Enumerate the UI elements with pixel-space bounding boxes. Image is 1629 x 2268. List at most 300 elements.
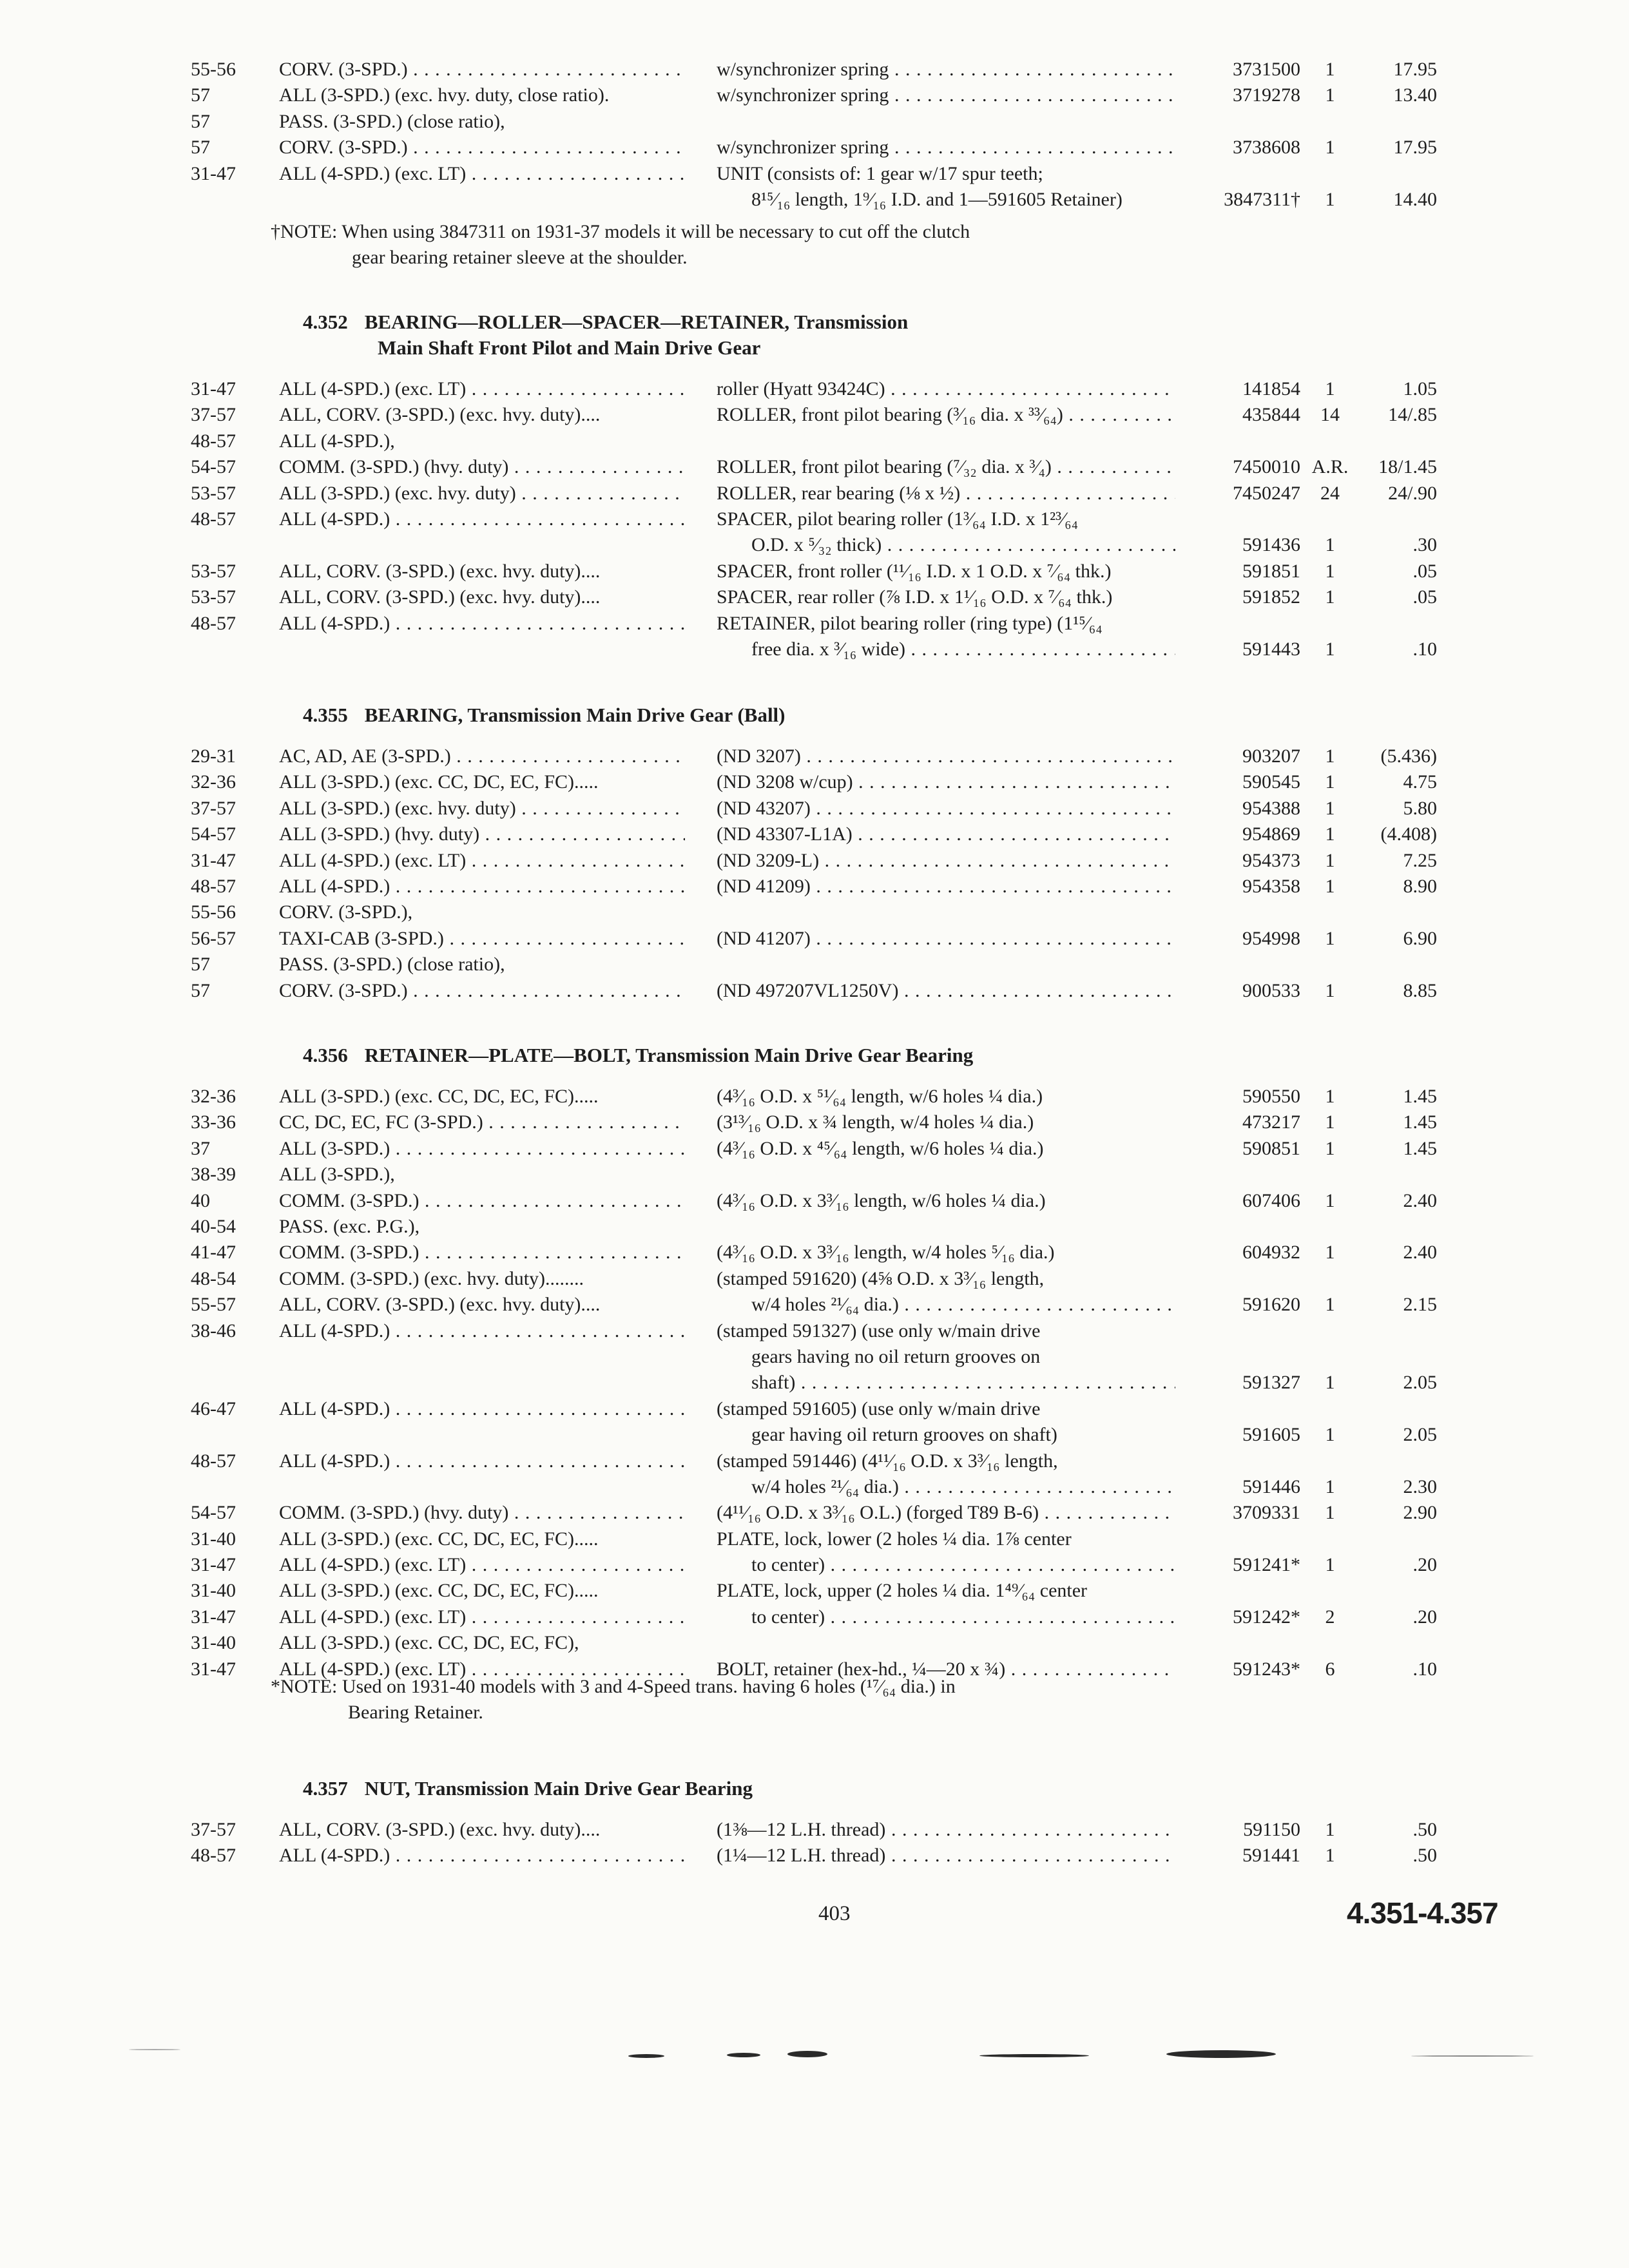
application: CORV. (3-SPD.) . . . — [279, 57, 685, 82]
parts-table — [0, 1084, 1629, 1682]
application: ALL (4-SPD.), — [279, 430, 395, 452]
table-row — [0, 611, 1629, 663]
part-number: 607406 — [1242, 1189, 1300, 1211]
part-number: 591243* — [1233, 1658, 1300, 1680]
price: .50 — [1412, 1819, 1437, 1840]
part-number: 473217 — [1242, 1111, 1300, 1133]
description-line: PLATE, lock, upper (2 holes ¼ dia. 1⁴⁹⁄₆₄ center — [717, 1580, 1088, 1602]
table-row — [0, 1188, 1629, 1214]
quantity: A.R. — [1311, 456, 1349, 478]
part-number: 591241* — [1233, 1554, 1300, 1576]
quantity: 1 — [1325, 1111, 1335, 1133]
application: AC, AD, AE (3-SPD.) . . . — [279, 744, 685, 769]
section-number: 4.352 — [303, 311, 348, 333]
scan-smudge — [628, 2054, 664, 2058]
description-line: (stamped 591605) (use only w/main drive — [717, 1398, 1041, 1419]
description-line: SPACER, rear roller (⅞ I.D. x 1¹⁄₁₆ O.D. x ⁷⁄₆₄ thk.) — [717, 586, 1113, 608]
price: .30 — [1412, 534, 1437, 556]
price: 17.95 — [1393, 59, 1437, 80]
description-line: (3¹³⁄₁₆ O.D. x ¾ length, w/4 holes ¼ dia.) — [717, 1111, 1034, 1133]
model-years: 31-47 — [191, 1658, 236, 1680]
model-years: 57 — [191, 954, 210, 975]
application: PASS. (exc. P.G.), — [279, 1215, 420, 1237]
section-title-line-1: NUT, Transmission Main Drive Gear Bearing — [364, 1777, 753, 1800]
quantity: 24 — [1320, 482, 1340, 504]
quantity: 1 — [1325, 1137, 1335, 1159]
table-row — [0, 926, 1629, 952]
part-number: 3719278 — [1233, 84, 1300, 106]
model-years: 31-40 — [191, 1528, 236, 1550]
application: ALL (3-SPD.) (exc. CC, DC, EC, FC), — [279, 1632, 579, 1654]
quantity: 1 — [1325, 745, 1335, 767]
model-years: 48-57 — [191, 508, 236, 530]
part-number: 954998 — [1242, 927, 1300, 949]
quantity: 1 — [1325, 534, 1335, 556]
scan-smudge — [727, 2053, 760, 2057]
table-row — [0, 1526, 1629, 1552]
application: PASS. (3-SPD.) (close ratio), — [279, 110, 505, 132]
price: 7.25 — [1403, 849, 1437, 871]
quantity: 1 — [1325, 586, 1335, 608]
price: 2.40 — [1403, 1189, 1437, 1211]
application: ALL (4-SPD.) (exc. LT) . . . — [279, 1604, 685, 1630]
part-number: 591620 — [1242, 1294, 1300, 1316]
description-line: ROLLER, rear bearing (⅛ x ½) . . . — [717, 481, 1175, 506]
part-number: 591851 — [1242, 560, 1300, 582]
table-row — [0, 769, 1629, 795]
part-number: 954373 — [1242, 849, 1300, 871]
price: 17.95 — [1393, 137, 1437, 159]
description-line: RETAINER, pilot bearing roller (ring type) (1¹⁵⁄₆₄ — [717, 612, 1103, 634]
price: 8.90 — [1403, 875, 1437, 897]
part-number: 590545 — [1242, 771, 1300, 793]
application: ALL, CORV. (3-SPD.) (exc. hvy. duty).... — [279, 586, 601, 608]
part-number: 3709331 — [1233, 1502, 1300, 1524]
description-line: BOLT, retainer (hex-hd., ¼—20 x ¾) . . . — [717, 1657, 1175, 1682]
quantity: 1 — [1325, 1372, 1335, 1394]
description-line: 8¹⁵⁄₁₆ length, 1⁹⁄₁₆ I.D. and 1—591605 Retainer) — [751, 188, 1123, 210]
parts-table — [0, 57, 1629, 213]
part-number: 591327 — [1242, 1372, 1300, 1394]
model-years: 40 — [191, 1189, 210, 1211]
application: ALL, CORV. (3-SPD.) (exc. hvy. duty).... — [279, 404, 601, 426]
application: ALL (3-SPD.) . . . — [279, 1136, 685, 1162]
table-row — [0, 978, 1629, 1004]
application: ALL (3-SPD.) (exc. CC, DC, EC, FC)..... — [279, 771, 599, 793]
part-number: 3847311† — [1224, 188, 1300, 210]
application: ALL (4-SPD.) . . . — [279, 506, 685, 532]
application: ALL (4-SPD.) . . . — [279, 1843, 685, 1869]
price: 24/.90 — [1388, 482, 1437, 504]
description-line: (ND 497207VL1250V) . . . — [717, 978, 1175, 1004]
price: 2.30 — [1403, 1475, 1437, 1497]
table-row — [0, 1136, 1629, 1162]
quantity: 1 — [1325, 188, 1335, 210]
table-row — [0, 1630, 1629, 1656]
application: ALL (4-SPD.) . . . — [279, 874, 685, 899]
note-line-1: *NOTE: Used on 1931-40 models with 3 and 4-Speed trans. having 6 holes (¹⁷⁄₆₄ dia.) in — [271, 1676, 956, 1697]
scan-smudge — [129, 2049, 180, 2050]
part-number: 7450010 — [1233, 456, 1300, 478]
quantity: 1 — [1325, 1502, 1335, 1524]
description-line: ROLLER, front pilot bearing (⁷⁄₃₂ dia. x ³⁄₄) . . . — [717, 454, 1175, 480]
quantity: 1 — [1325, 771, 1335, 793]
table-row — [0, 1578, 1629, 1604]
price: 14/.85 — [1388, 404, 1437, 426]
application: COMM. (3-SPD.) (exc. hvy. duty)........ — [279, 1267, 584, 1289]
part-number: 591605 — [1242, 1424, 1300, 1446]
description-line: w/synchronizer spring . . . — [717, 57, 1175, 82]
model-years: 48-57 — [191, 875, 236, 897]
model-years: 41-47 — [191, 1242, 236, 1264]
quantity: 1 — [1325, 1819, 1335, 1840]
description-line: (ND 3208 w/cup) . . . — [717, 769, 1175, 795]
price: 1.05 — [1403, 378, 1437, 399]
description-line: UNIT (consists of: 1 gear w/17 spur teeth; — [717, 162, 1043, 184]
model-years: 57 — [191, 979, 210, 1001]
description-line: (1¼—12 L.H. thread) . . . — [717, 1843, 1175, 1869]
model-years: 38-39 — [191, 1164, 236, 1186]
price: .05 — [1412, 586, 1437, 608]
table-row — [0, 559, 1629, 584]
section-heading — [303, 702, 786, 728]
page-number: 403 — [818, 1902, 851, 1925]
description-line: (stamped 591620) (4⅝ O.D. x 3³⁄₁₆ length, — [717, 1267, 1045, 1289]
application: ALL (3-SPD.) (exc. hvy. duty) . . . — [279, 481, 685, 506]
section-title-line-1: BEARING, Transmission Main Drive Gear (Ball) — [364, 704, 786, 726]
section-note — [271, 1674, 956, 1725]
part-number: 3738608 — [1233, 137, 1300, 159]
table-row — [0, 744, 1629, 769]
model-years: 55-57 — [191, 1294, 236, 1316]
table-row — [0, 82, 1629, 108]
description-line: (stamped 591446) (4¹¹⁄₁₆ O.D. x 3³⁄₁₆ length, — [717, 1450, 1058, 1472]
price: 8.85 — [1403, 979, 1437, 1001]
description-line: (4¹¹⁄₁₆ O.D. x 3³⁄₁₆ O.L.) (forged T89 B-6) . . . — [717, 1500, 1175, 1526]
description-line: O.D. x ⁵⁄₃₂ thick) . . . — [751, 532, 1175, 558]
description-line: SPACER, front roller (¹¹⁄₁₆ I.D. x 1 O.D. x ⁷⁄₆₄ thk.) — [717, 560, 1112, 582]
table-row — [0, 428, 1629, 454]
part-number: 900533 — [1242, 979, 1300, 1001]
quantity: 1 — [1325, 378, 1335, 399]
part-number: 591242* — [1233, 1606, 1300, 1628]
table-row — [0, 57, 1629, 82]
section-title-line-1: BEARING—ROLLER—SPACER—RETAINER, Transmission — [364, 311, 909, 333]
model-years: 31-40 — [191, 1632, 236, 1654]
table-row — [0, 1396, 1629, 1448]
application: COMM. (3-SPD.) (hvy. duty) . . . — [279, 1500, 685, 1526]
application: ALL (4-SPD.) . . . — [279, 1448, 685, 1474]
table-row — [0, 796, 1629, 822]
table-row — [0, 1604, 1629, 1630]
part-number: 591852 — [1242, 586, 1300, 608]
model-years: 31-47 — [191, 162, 236, 184]
description-line: to center) . . . — [751, 1552, 1175, 1578]
model-years: 48-57 — [191, 612, 236, 634]
model-years: 57 — [191, 110, 210, 132]
part-number: 141854 — [1242, 378, 1300, 399]
model-years: 32-36 — [191, 1086, 236, 1107]
section-title-line-2: Main Shaft Front Pilot and Main Drive Gear — [378, 336, 761, 359]
table-row — [0, 874, 1629, 899]
application: ALL (4-SPD.) (exc. LT) . . . — [279, 848, 685, 874]
table-row — [0, 1500, 1629, 1526]
description-line: roller (Hyatt 93424C) . . . — [717, 376, 1175, 402]
model-years: 57 — [191, 137, 210, 159]
model-years: 31-47 — [191, 1606, 236, 1628]
part-number: 591441 — [1242, 1845, 1300, 1867]
application: ALL (3-SPD.) (exc. hvy. duty) . . . — [279, 796, 685, 822]
description-line: (ND 41209) . . . — [717, 874, 1175, 899]
model-years: 54-57 — [191, 1502, 236, 1524]
description-line: (4³⁄₁₆ O.D. x 3³⁄₁₆ length, w/6 holes ¼ dia.) — [717, 1189, 1046, 1211]
part-number: 590851 — [1242, 1137, 1300, 1159]
table-row — [0, 109, 1629, 135]
application: TAXI-CAB (3-SPD.) . . . — [279, 926, 685, 952]
description-line: shaft) . . . — [751, 1370, 1175, 1396]
application: ALL (4-SPD.) . . . — [279, 611, 685, 637]
quantity: 1 — [1325, 1189, 1335, 1211]
quantity: 2 — [1325, 1606, 1335, 1628]
table-row — [0, 135, 1629, 160]
note-line-2: Bearing Retainer. — [348, 1702, 483, 1723]
part-number: 590550 — [1242, 1086, 1300, 1107]
model-years: 31-47 — [191, 378, 236, 399]
note-line-2: gear bearing retainer sleeve at the shoulder. — [352, 247, 688, 268]
price: .10 — [1412, 638, 1437, 660]
quantity: 1 — [1325, 1845, 1335, 1867]
model-years: 53-57 — [191, 586, 236, 608]
parts-table — [0, 744, 1629, 1004]
part-number: 954358 — [1242, 875, 1300, 897]
part-number: 591443 — [1242, 638, 1300, 660]
model-years: 31-40 — [191, 1580, 236, 1602]
table-row — [0, 1266, 1629, 1292]
quantity: 1 — [1325, 823, 1335, 845]
price: 1.45 — [1403, 1111, 1437, 1133]
description-line: w/synchronizer spring . . . — [717, 135, 1175, 160]
quantity: 1 — [1325, 560, 1335, 582]
part-number: 7450247 — [1233, 482, 1300, 504]
price: 1.45 — [1403, 1137, 1437, 1159]
application: ALL (3-SPD.) (exc. CC, DC, EC, FC)..... — [279, 1528, 599, 1550]
parts-table — [0, 1817, 1629, 1869]
table-row — [0, 1448, 1629, 1501]
table-row — [0, 402, 1629, 428]
price: 2.05 — [1403, 1424, 1437, 1446]
model-years: 29-31 — [191, 745, 236, 767]
section-number: 4.355 — [303, 704, 348, 726]
price: 18/1.45 — [1378, 456, 1437, 478]
price: 2.15 — [1403, 1294, 1437, 1316]
quantity: 1 — [1325, 849, 1335, 871]
application: ALL (4-SPD.) (exc. LT) . . . — [279, 1657, 685, 1682]
note-line-1: †NOTE: When using 3847311 on 1931-37 models it will be necessary to cut off the clutch — [271, 221, 970, 242]
description-line: SPACER, pilot bearing roller (1³⁄₆₄ I.D. x 1²³⁄₆₄ — [717, 508, 1079, 530]
description-line: (4³⁄₁₆ O.D. x 3³⁄₁₆ length, w/4 holes ⁵⁄₁₆ dia.) — [717, 1242, 1055, 1264]
model-years: 46-47 — [191, 1398, 236, 1419]
description-line: to center) . . . — [751, 1604, 1175, 1630]
table-row — [0, 1292, 1629, 1318]
part-number: 903207 — [1242, 745, 1300, 767]
model-years: 57 — [191, 84, 210, 106]
model-years: 37-57 — [191, 1819, 236, 1840]
part-number: 604932 — [1242, 1242, 1300, 1264]
description-line: w/synchronizer spring . . . — [717, 82, 1175, 108]
model-years: 48-57 — [191, 1450, 236, 1472]
price: (5.436) — [1380, 745, 1437, 767]
application: ALL (3-SPD.) (exc. hvy. duty, close ratio). — [279, 84, 610, 106]
quantity: 1 — [1325, 84, 1335, 106]
application: ALL (3-SPD.) (exc. CC, DC, EC, FC)..... — [279, 1580, 599, 1602]
model-years: 54-57 — [191, 456, 236, 478]
model-years: 53-57 — [191, 482, 236, 504]
description-line: (ND 3207) . . . — [717, 744, 1175, 769]
table-row — [0, 506, 1629, 559]
part-number: 591150 — [1243, 1819, 1300, 1840]
table-row — [0, 376, 1629, 402]
quantity: 1 — [1325, 797, 1335, 819]
section-heading — [303, 1776, 753, 1802]
application: CORV. (3-SPD.), — [279, 901, 413, 923]
quantity: 1 — [1325, 137, 1335, 159]
application: CORV. (3-SPD.) . . . — [279, 978, 685, 1004]
model-years: 55-56 — [191, 901, 236, 923]
parts-table — [0, 376, 1629, 662]
application: ALL (4-SPD.) . . . — [279, 1318, 685, 1344]
application: CC, DC, EC, FC (3-SPD.) . . . — [279, 1110, 685, 1135]
table-row — [0, 899, 1629, 925]
description-line: gear having oil return grooves on shaft) — [751, 1424, 1057, 1446]
part-number: 954388 — [1242, 797, 1300, 819]
table-row — [0, 1214, 1629, 1240]
application: ALL (4-SPD.) (exc. LT) . . . — [279, 1552, 685, 1578]
description-line: (stamped 591327) (use only w/main drive — [717, 1320, 1041, 1341]
quantity: 1 — [1325, 979, 1335, 1001]
price: 4.75 — [1403, 771, 1437, 793]
price: .05 — [1412, 560, 1437, 582]
table-row — [0, 822, 1629, 847]
price: (4.408) — [1380, 823, 1437, 845]
application: COMM. (3-SPD.) . . . — [279, 1188, 685, 1214]
scan-smudge — [787, 2051, 827, 2057]
table-row — [0, 1084, 1629, 1110]
description-line: w/4 holes ²¹⁄₆₄ dia.) . . . — [751, 1474, 1175, 1500]
section-number: 4.357 — [303, 1777, 348, 1800]
part-number: 591446 — [1242, 1475, 1300, 1497]
application: ALL (3-SPD.), — [279, 1164, 395, 1186]
section-heading — [303, 309, 908, 361]
quantity: 1 — [1325, 927, 1335, 949]
application: COMM. (3-SPD.) . . . — [279, 1240, 685, 1265]
price: 1.45 — [1403, 1086, 1437, 1107]
part-number: 591436 — [1242, 534, 1300, 556]
scan-smudge — [1166, 2050, 1276, 2058]
table-row — [0, 1318, 1629, 1396]
description-line: free dia. x ³⁄₁₆ wide) . . . — [751, 637, 1175, 662]
price: 6.90 — [1403, 927, 1437, 949]
application: PASS. (3-SPD.) (close ratio), — [279, 954, 505, 975]
application: ALL, CORV. (3-SPD.) (exc. hvy. duty).... — [279, 560, 601, 582]
table-row — [0, 1110, 1629, 1135]
table-row — [0, 1843, 1629, 1869]
table-row — [0, 952, 1629, 977]
table-row — [0, 1817, 1629, 1843]
model-years: 55-56 — [191, 59, 236, 80]
section-4-351-continued — [0, 57, 1629, 268]
quantity: 1 — [1325, 1242, 1335, 1264]
description-line: (ND 43307-L1A) . . . — [717, 822, 1175, 847]
application: COMM. (3-SPD.) (hvy. duty) . . . — [279, 454, 685, 480]
model-years: 54-57 — [191, 823, 236, 845]
application: ALL (4-SPD.) (exc. LT) . . . — [279, 161, 685, 187]
quantity: 1 — [1325, 1475, 1335, 1497]
price: 5.80 — [1403, 797, 1437, 819]
price: 2.05 — [1403, 1372, 1437, 1394]
table-row — [0, 454, 1629, 480]
description-line: w/4 holes ²¹⁄₆₄ dia.) . . . — [751, 1292, 1175, 1318]
quantity: 1 — [1325, 1424, 1335, 1446]
description-line: PLATE, lock, lower (2 holes ¼ dia. 1⅞ center — [717, 1528, 1072, 1550]
model-years: 53-57 — [191, 560, 236, 582]
scan-smudge — [979, 2054, 1089, 2057]
model-years: 56-57 — [191, 927, 236, 949]
quantity: 14 — [1320, 404, 1340, 426]
price: .50 — [1412, 1845, 1437, 1867]
description-line: ROLLER, front pilot bearing (³⁄₁₆ dia. x ³³⁄₆₄) . . . — [717, 402, 1175, 428]
application: ALL (3-SPD.) (hvy. duty) . . . — [279, 822, 685, 847]
table-row — [0, 161, 1629, 213]
price: 2.90 — [1403, 1502, 1437, 1524]
quantity: 1 — [1325, 638, 1335, 660]
section-heading — [303, 1043, 973, 1068]
model-years: 33-36 — [191, 1111, 236, 1133]
description-line: (ND 41207) . . . — [717, 926, 1175, 952]
section-range: 4.351-4.357 — [1347, 1896, 1498, 1930]
description-line: (4³⁄₁₆ O.D. x ⁵¹⁄₆₄ length, w/6 holes ¼ dia.) — [717, 1086, 1043, 1107]
model-years: 40-54 — [191, 1215, 236, 1237]
part-number: 435844 — [1242, 404, 1300, 426]
table-row — [0, 481, 1629, 506]
model-years: 37 — [191, 1137, 210, 1159]
quantity: 1 — [1325, 875, 1335, 897]
quantity: 1 — [1325, 59, 1335, 80]
price: .20 — [1412, 1554, 1437, 1576]
model-years: 32-36 — [191, 771, 236, 793]
model-years: 37-57 — [191, 404, 236, 426]
price: 14.40 — [1393, 188, 1437, 210]
quantity: 1 — [1325, 1294, 1335, 1316]
model-years: 38-46 — [191, 1320, 236, 1341]
table-row — [0, 848, 1629, 874]
model-years: 48-57 — [191, 430, 236, 452]
part-number: 3731500 — [1233, 59, 1300, 80]
table-row — [0, 1552, 1629, 1578]
description-line: (ND 43207) . . . — [717, 796, 1175, 822]
part-number: 954869 — [1242, 823, 1300, 845]
table-row — [0, 1240, 1629, 1265]
section-number: 4.356 — [303, 1044, 348, 1066]
table-row — [0, 584, 1629, 610]
price: 2.40 — [1403, 1242, 1437, 1264]
quantity: 6 — [1325, 1658, 1335, 1680]
model-years: 37-57 — [191, 797, 236, 819]
price: .20 — [1412, 1606, 1437, 1628]
application: ALL (4-SPD.) . . . — [279, 1396, 685, 1422]
description-line: (1⅜—12 L.H. thread) . . . — [717, 1817, 1175, 1843]
description-line: (4³⁄₁₆ O.D. x ⁴⁵⁄₆₄ length, w/6 holes ¼ dia.) — [717, 1137, 1044, 1159]
model-years: 31-47 — [191, 1554, 236, 1576]
